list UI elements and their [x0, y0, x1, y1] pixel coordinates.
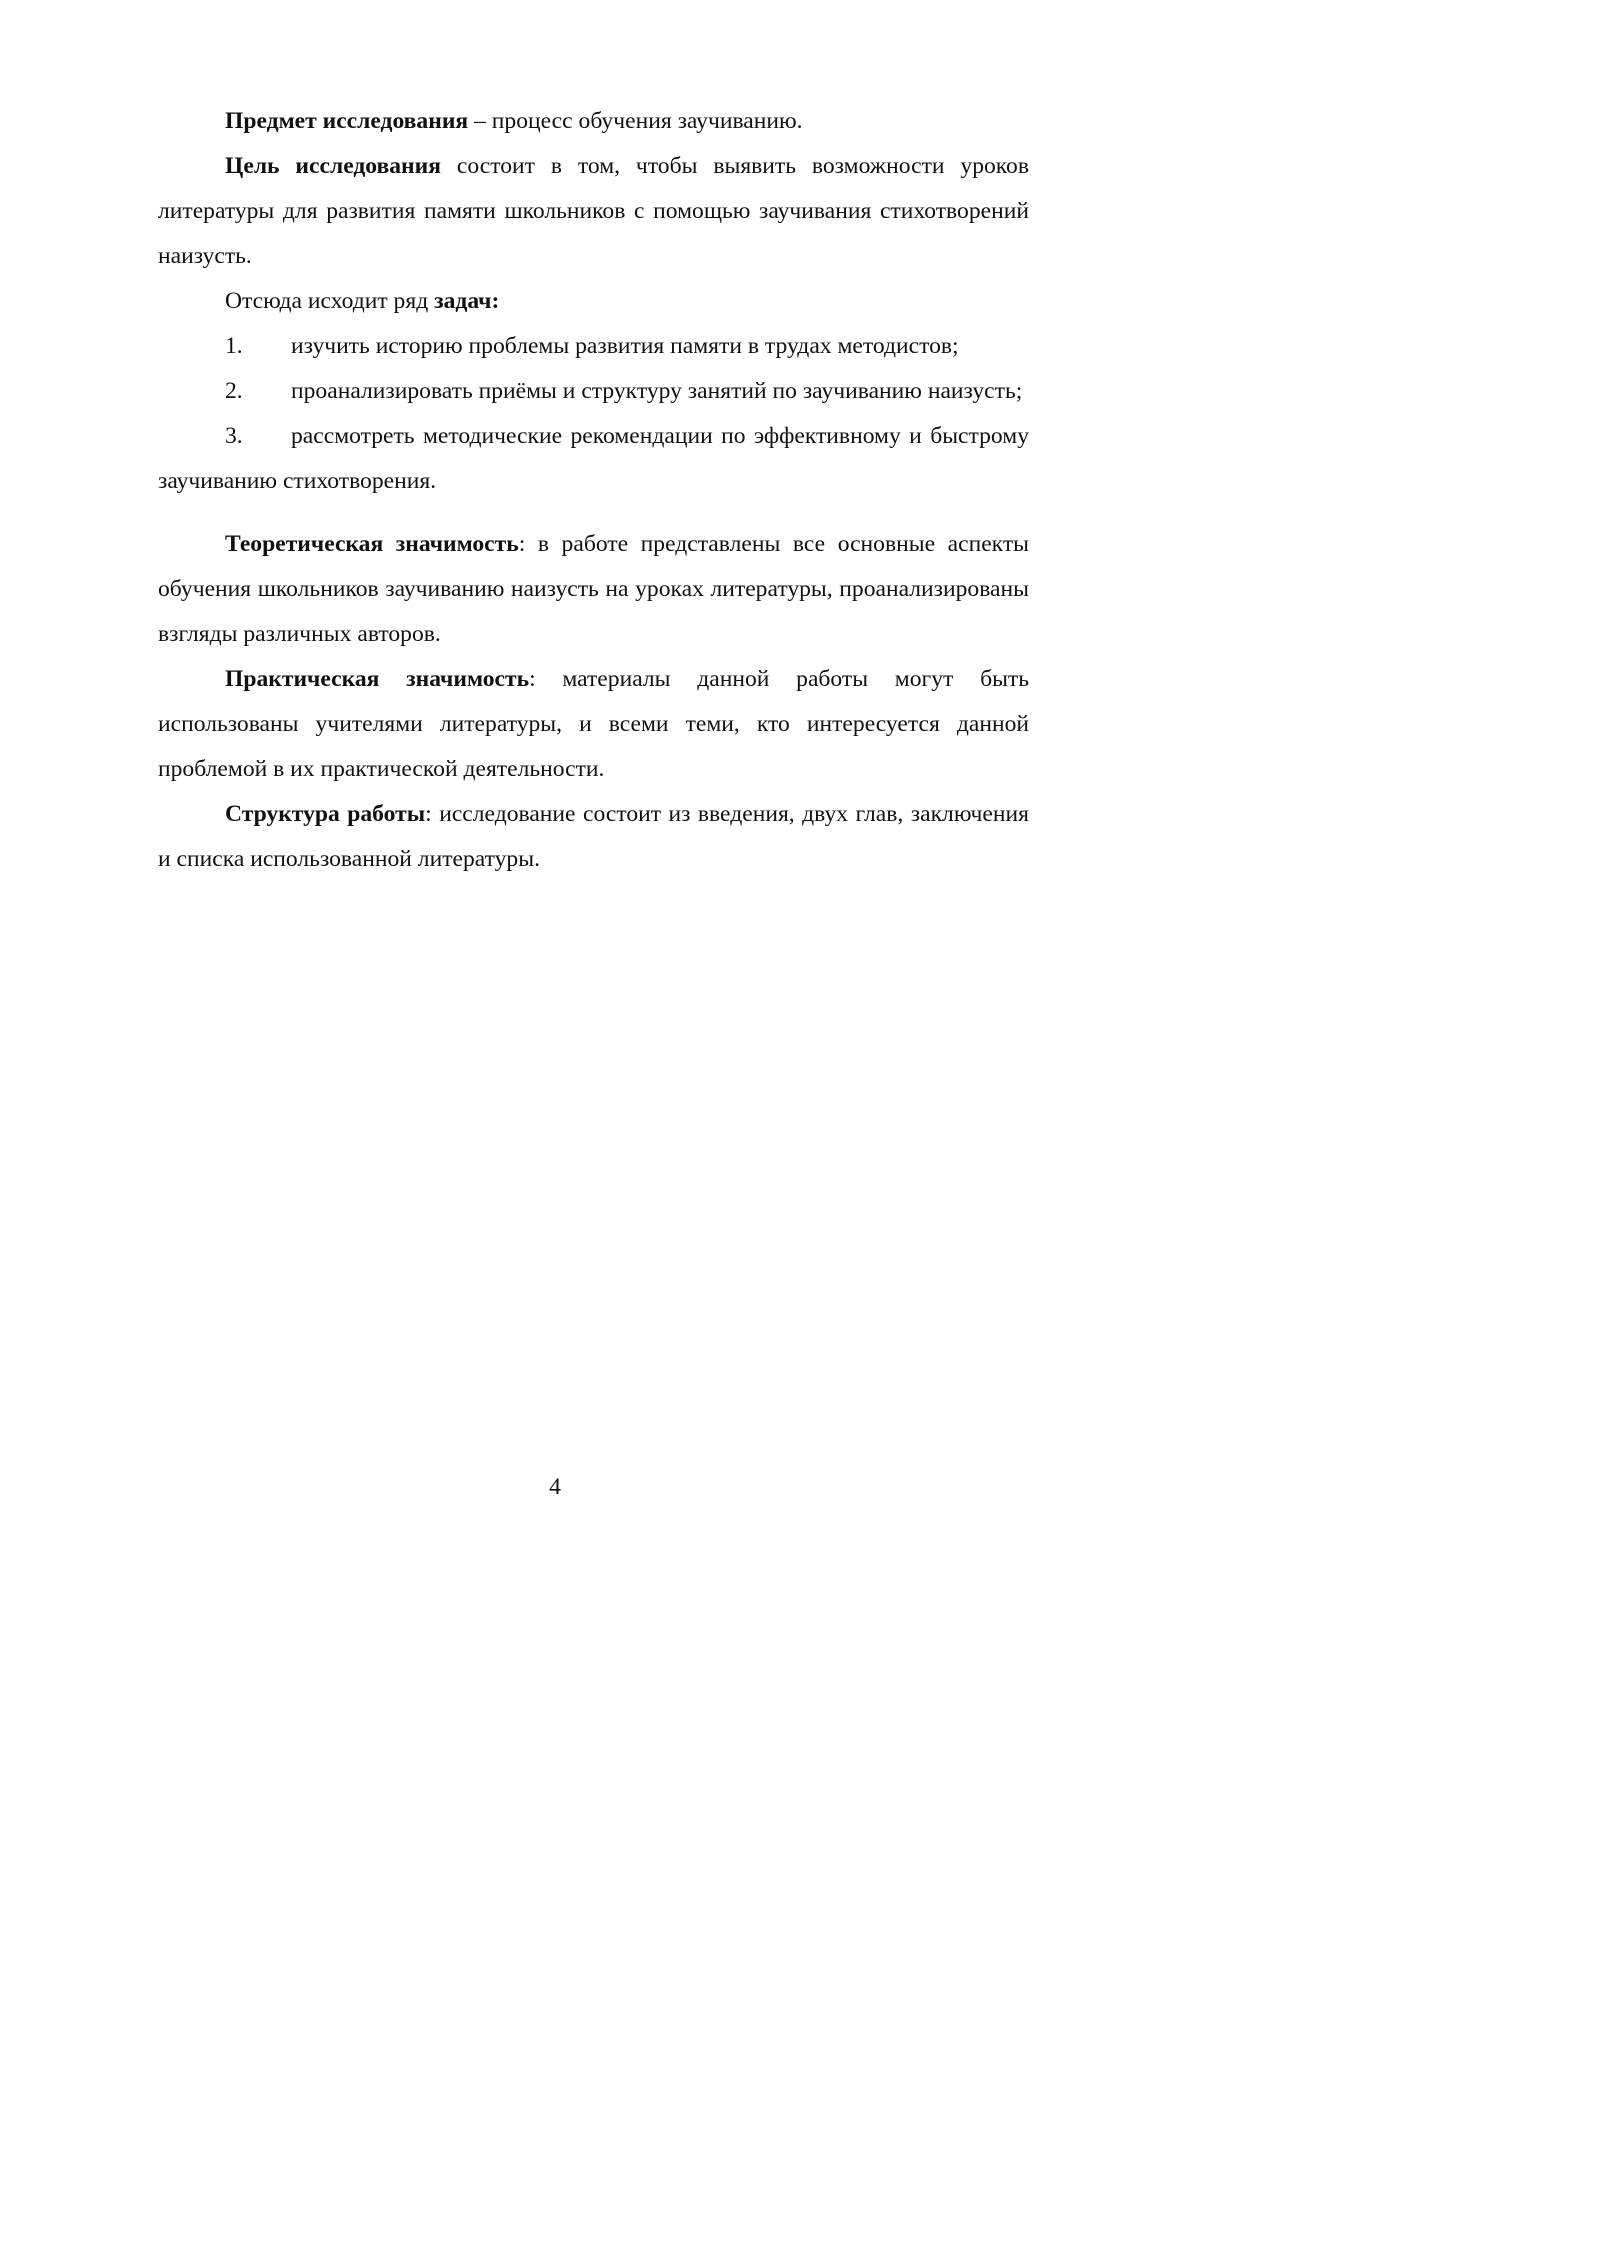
list-item-number: 3. — [225, 423, 243, 449]
list-item-text: проанализировать приёмы и структуру занятий по заучиванию наизусть; — [291, 378, 1023, 404]
paragraph-tasks-intro — [158, 279, 1029, 324]
page-number-footer — [78, 1472, 1110, 1502]
paragraph-structure — [158, 792, 1029, 882]
structure-text: : исследование состоит из введения, двух глав, заключения и списка использованной литературы. — [158, 801, 1029, 872]
tasks-intro-text: Отсюда исходит ряд — [225, 288, 435, 314]
list-item-number: 2. — [225, 378, 243, 404]
paragraph-theoretical — [158, 522, 1029, 657]
structure-label: Структура работы — [225, 801, 426, 827]
paragraph-practical — [158, 657, 1029, 792]
practical-label: Практическая значимость — [225, 666, 530, 692]
page-number: 4 — [549, 1474, 561, 1500]
list-item-text: изучить историю проблемы развития памяти в трудах методистов; — [291, 333, 959, 359]
tasks-label: задач: — [434, 288, 500, 314]
paragraph-goal — [158, 144, 1029, 279]
document-body — [158, 99, 1029, 882]
document-page — [0, 0, 1110, 1568]
paragraph-subject — [158, 99, 1029, 144]
list-item — [158, 369, 1029, 414]
list-item — [158, 414, 1029, 504]
list-item-text: рассмотреть методические рекомендации по эффективному и быстрому заучиванию стихотворения. — [158, 423, 1029, 494]
subject-label: Предмет исследования — [225, 108, 469, 134]
goal-label: Цель исследования — [225, 153, 441, 179]
list-item — [158, 324, 1029, 369]
goal-text: состоит в том, чтобы выявить возможности уроков литературы для развития памяти школьников с помощью заучивания стихотворений наизусть. — [158, 153, 1029, 269]
theoretical-label: Теоретическая значимость — [225, 531, 519, 557]
theoretical-text: : в работе представлены все основные аспекты обучения школьников заучиванию наизусть на уроках литературы, проанализированы взгляды различных авторов. — [158, 531, 1029, 647]
subject-text: – процесс обучения заучиванию. — [468, 108, 803, 134]
list-item-number: 1. — [225, 333, 243, 359]
practical-text: : материалы данной работы могут быть использованы учителями литературы, и всеми теми, кто интересуется данной проблемой в их практической деятельности. — [158, 666, 1029, 782]
